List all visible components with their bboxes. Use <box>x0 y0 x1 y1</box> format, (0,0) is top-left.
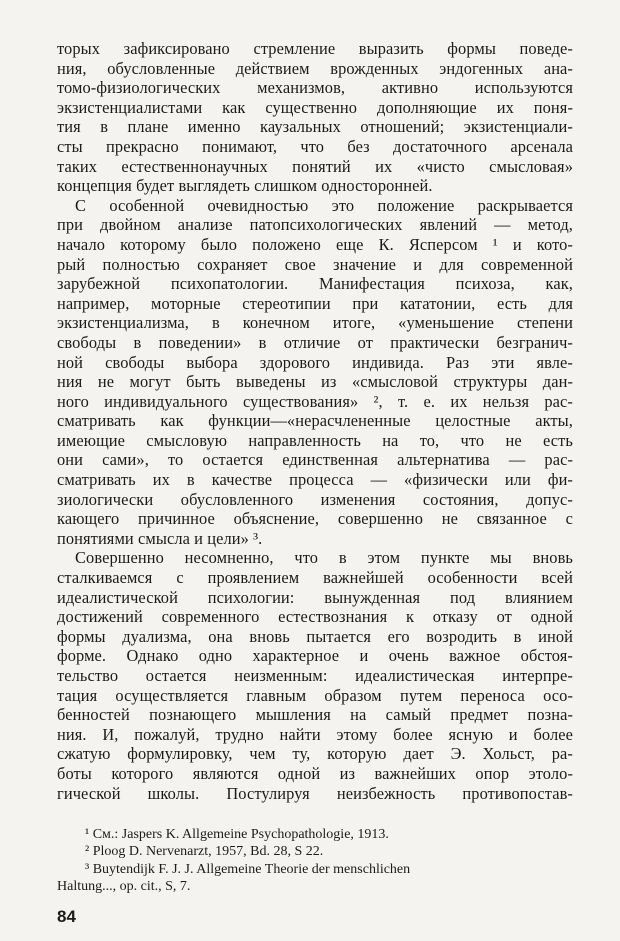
paragraph-start-line: Совершенно несомненно, что в этом пункте мы вновь <box>75 548 573 568</box>
text-line: экзистенциалистами как существенно дополняющие их поня- <box>57 97 573 117</box>
text-line: ния не могут быть выведены из «смысловой структуры дан- <box>57 372 573 392</box>
text-line: сталкиваемся с проявлением важнейшей особенности всей <box>57 568 573 588</box>
text-line: ного индивидуального существования» ², т. е. их нельзя рас- <box>57 391 573 411</box>
body-text <box>57 39 573 803</box>
text-line: имеющие смысловую направленность на то, что не есть <box>57 430 573 450</box>
footnote-continuation: Haltung..., op. cit., S, 7. <box>57 879 191 895</box>
text-line: ния, обусловленные действием врожденных эндогенных ана- <box>57 58 573 78</box>
footnotes <box>57 826 573 896</box>
text-line: сты прекрасно понимают, что без достаточного арсенала <box>57 136 573 156</box>
text-line: кающего причинное объяснение, совершенно не связанное с <box>57 509 573 529</box>
text-line: томо-физиологических механизмов, активно используются <box>57 78 573 98</box>
text-line: форме. Однако одно характерное и очень важное обстоя- <box>57 646 573 666</box>
footnote: ³ Buytendijk F. J. J. Allgemeine Theorie der menschlichen <box>85 861 411 877</box>
text-line: тация осуществляется главным образом путем переноса осо- <box>57 685 573 705</box>
text-line: ния. И, пожалуй, трудно найти этому более ясную и более <box>57 724 573 744</box>
text-line: они сами», то остается единственная альтернатива — рас- <box>57 450 573 470</box>
text-line: идеалистической психологии: вынужденная под влиянием <box>57 587 573 607</box>
text-line: гической школы. Постулируя неизбежность противопостав- <box>57 783 573 803</box>
text-line: начало которому было положено еще К. Ясперсом ¹ и кото- <box>57 234 573 254</box>
text-line: таких естественнонаучных понятий их «чисто смысловая» <box>57 156 573 176</box>
text-line: сматривать их в качестве процесса — «физически или фи- <box>57 470 573 490</box>
text-line: при двойном анализе патопсихологических явлений — метод, <box>57 215 573 235</box>
text-line: достижений современного естествознания к отказу от одной <box>57 607 573 627</box>
text-line: тельство остается неизменным: идеалистическая интерпре- <box>57 666 573 685</box>
text-line: торых зафиксировано стремление выразить формы поведе- <box>57 39 573 58</box>
text-line: концепция будет выглядеть слишком односторонней. <box>57 176 433 196</box>
text-line: свободы в поведении» в отличие от практически безгранич- <box>57 332 573 352</box>
text-line: сматривать как функции—«нерасчлененные целостные акты, <box>57 411 573 431</box>
text-line: сжатую формулировку, чем ту, которую дает Э. Хольст, ра- <box>57 744 573 764</box>
footnote: ² Ploog D. Nervenarzt, 1957, Bd. 28, S 22. <box>85 844 324 860</box>
paragraph-start-line: С особенной очевидностью это положение раскрывается <box>75 195 573 215</box>
text-line: зарубежной психопатологии. Манифестация психоза, как, <box>57 274 573 294</box>
text-line: боты которого являются одной из важнейших опор этоло- <box>57 763 573 783</box>
footnote: ¹ См.: Jaspers K. Allgemeine Psychopathologie, 1913. <box>85 827 389 842</box>
text-line: формы дуализма, она вновь пытается его возродить в иной <box>57 626 573 646</box>
text-line: понятиями смысла и цели» ³. <box>57 528 263 548</box>
text-line: ной свободы выбора здорового индивида. Раз эти явле- <box>57 352 573 372</box>
text-line: бенностей познающего мышления на самый предмет позна- <box>57 705 573 725</box>
text-line: экзистенциализма, в конечном итоге, «уменьшение степени <box>57 313 573 333</box>
page-number: 84 <box>57 907 76 926</box>
text-line: тия в плане именно каузальных отношений; экзистенциали- <box>57 117 573 137</box>
text-line: рый полностью сохраняет свое значение и для современной <box>57 254 573 274</box>
text-line: зиологически обусловленного изменения состояния, допус- <box>57 489 573 509</box>
text-line: например, моторные стереотипии при кататонии, есть для <box>57 293 573 313</box>
